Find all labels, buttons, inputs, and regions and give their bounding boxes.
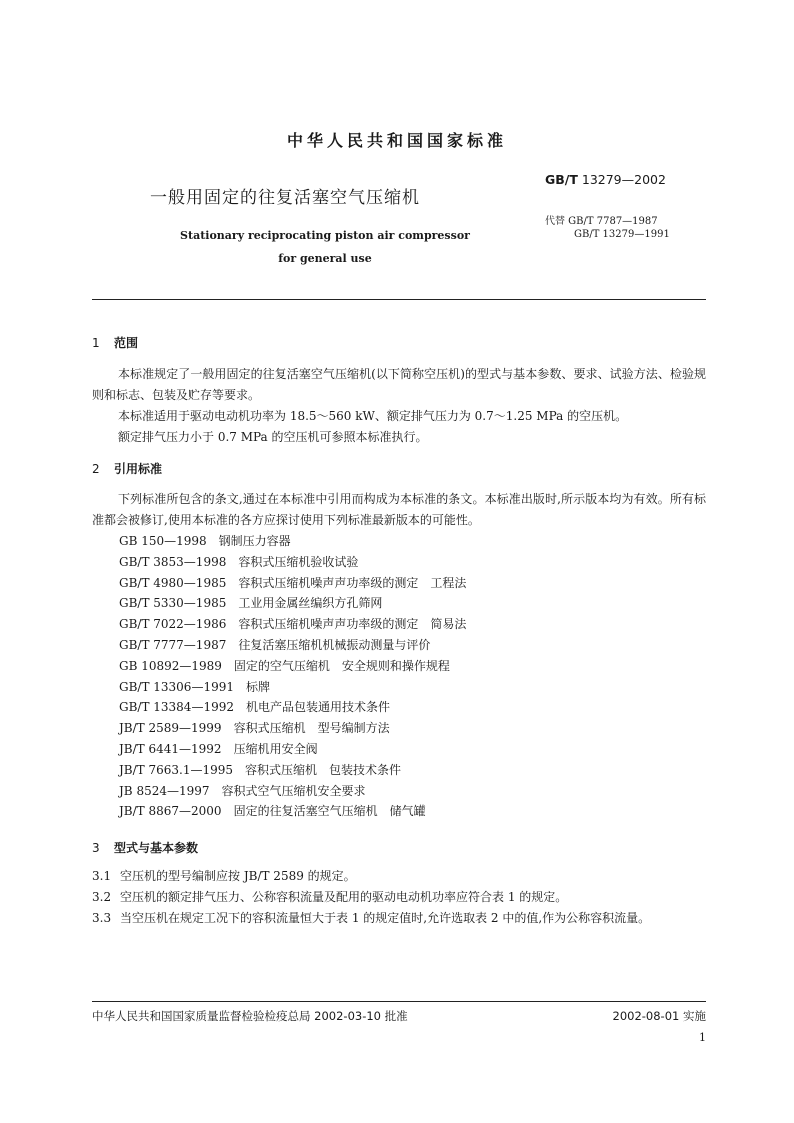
english-title bbox=[150, 224, 500, 270]
clause-3-2 bbox=[92, 887, 706, 908]
reference-item: JB/T 6441—1992 压缩机用安全阀 bbox=[119, 741, 318, 756]
implementation-date: 2002-08-01 实施 bbox=[612, 1009, 706, 1023]
page-number: 1 bbox=[699, 1031, 706, 1044]
reference-item: JB/T 7663.1—1995 容积式压缩机 包装技术条件 bbox=[119, 762, 402, 777]
reference-item: GB/T 3853—1998 容积式压缩机验收试验 bbox=[119, 554, 359, 569]
clause-number: 3.3 bbox=[92, 911, 112, 925]
reference-item: GB/T 7777—1987 往复活塞压缩机机械振动测量与评价 bbox=[119, 637, 431, 652]
english-title-line-1: Stationary reciprocating piston air compressor bbox=[180, 229, 470, 242]
standard-title: 一般用固定的往复活塞空气压缩机 bbox=[150, 188, 420, 208]
clause-number: 3.2 bbox=[92, 890, 112, 904]
reference-item: GB 10892—1989 固定的空气压缩机 安全规则和操作规程 bbox=[119, 658, 450, 673]
clause-3-1 bbox=[92, 866, 706, 887]
section-3-number: 3 bbox=[92, 841, 100, 855]
clause-text: 空压机的型号编制应按 JB/T 2589 的规定。 bbox=[120, 869, 356, 883]
reference-item: GB/T 13384—1992 机电产品包装通用技术条件 bbox=[119, 700, 390, 715]
section-2-number: 2 bbox=[92, 462, 100, 476]
replaces-block bbox=[545, 215, 670, 241]
reference-item: GB 150—1998 钢制压力容器 bbox=[119, 534, 291, 548]
reference-item: GB/T 13306—1991 标牌 bbox=[119, 679, 270, 694]
standard-code-number: 13279—2002 bbox=[581, 172, 666, 187]
clause-number: 3.1 bbox=[92, 869, 112, 883]
header-divider bbox=[92, 299, 706, 300]
reference-item: GB/T 7022—1986 容积式压缩机噪声声功率级的测定 简易法 bbox=[119, 617, 467, 632]
reference-item: JB/T 8867—2000 固定的往复活塞空气压缩机 储气罐 bbox=[119, 804, 426, 819]
reference-list bbox=[119, 531, 466, 822]
reference-item: GB/T 5330—1985 工业用金属丝编织方孔筛网 bbox=[119, 596, 383, 611]
section-1-paragraph: 额定排气压力小于 0.7 MPa 的空压机可参照本标准执行。 bbox=[118, 430, 428, 444]
section-1-heading bbox=[92, 334, 138, 351]
approval-statement: 中华人民共和国国家质量监督检验检疫总局 2002-03-10 批准 bbox=[92, 1009, 408, 1023]
section-2-heading bbox=[92, 460, 162, 477]
section-1-title: 范围 bbox=[114, 336, 139, 350]
section-2-title: 引用标准 bbox=[114, 462, 163, 476]
clause-3-3 bbox=[92, 908, 706, 929]
standard-code bbox=[545, 172, 666, 187]
section-2-intro: 下列标准所包含的条文,通过在本标准中引用而构成为本标准的条文。本标准出版时,所示版本均为有效。所有标准都会被修订,使用本标准的各方应探讨使用下列标准最新版本的可能性。 bbox=[92, 492, 706, 527]
footer-divider bbox=[92, 1001, 706, 1002]
clause-text: 空压机的额定排气压力、公称容积流量及配用的驱动电动机功率应符合表 1 的规定。 bbox=[120, 890, 568, 904]
section-1-paragraph: 本标准适用于驱动电动机功率为 18.5～560 kW、额定排气压力为 0.7～1.25 MPa 的空压机。 bbox=[118, 409, 628, 423]
reference-item: JB/T 2589—1999 容积式压缩机 型号编制方法 bbox=[119, 721, 390, 736]
section-3-title: 型式与基本参数 bbox=[114, 841, 199, 855]
section-1-body bbox=[92, 364, 706, 448]
section-1-number: 1 bbox=[92, 336, 100, 350]
standard-code-prefix: GB/T bbox=[545, 172, 578, 187]
reference-item: GB/T 4980—1985 容积式压缩机噪声声功率级的测定 工程法 bbox=[119, 575, 467, 590]
reference-item: JB 8524—1997 容积式空气压缩机安全要求 bbox=[119, 783, 366, 798]
section-1-paragraph: 本标准规定了一般用固定的往复活塞空气压缩机(以下简称空压机)的型式与基本参数、要求、试验方法、检验规则和标志、包装及贮存等要求。 bbox=[92, 367, 706, 402]
clause-text: 当空压机在规定工况下的容积流量恒大于表 1 的规定值时,允许选取表 2 中的值,作为公称容积流量。 bbox=[120, 911, 651, 925]
section-3-heading bbox=[92, 839, 198, 856]
replaces-line-1: 代替 GB/T 7787—1987 bbox=[545, 216, 658, 227]
national-standard-heading: 中华人民共和国国家标准 bbox=[286, 131, 507, 150]
replaces-line-2: GB/T 13279—1991 bbox=[574, 229, 670, 240]
english-title-line-2: for general use bbox=[278, 252, 372, 265]
